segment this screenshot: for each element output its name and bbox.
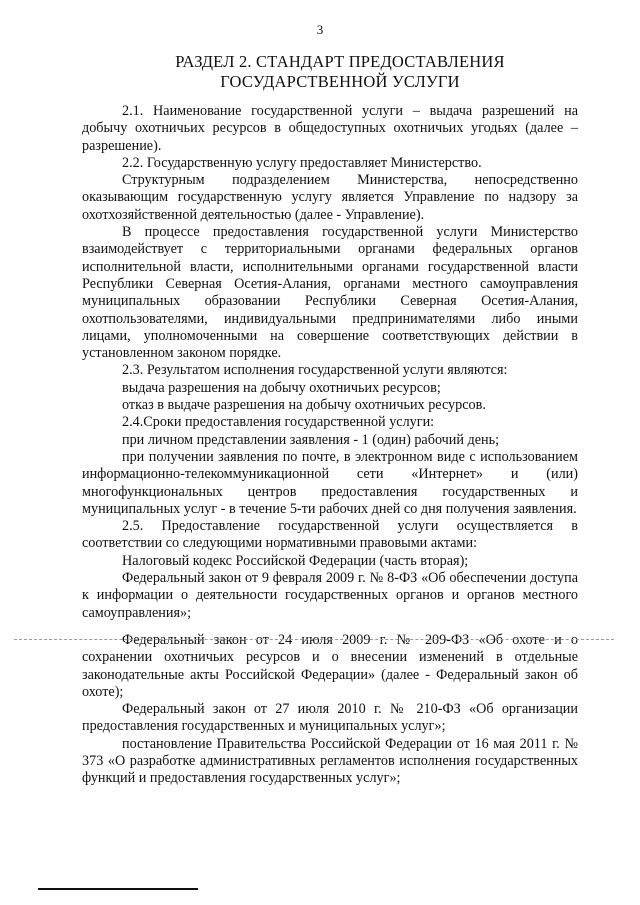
term-item-postal-electronic: при получении заявления по почте, в электронном виде с использованием информационно-телекоммуникационной сети «Интернет» и (или) многофункциональных центров предоставления государственных и муниципальных услуг - в течение 5-ти рабочих дней со дня получения заявления. [82, 448, 578, 517]
page-number: 3 [316, 22, 324, 37]
section-heading: РАЗДЕЛ 2. СТАНДАРТ ПРЕДОСТАВЛЕНИЯ ГОСУДАРСТВЕННОЙ УСЛУГИ [175, 52, 505, 91]
term-item-personal: при личном представлении заявления - 1 (один) рабочий день; [122, 431, 500, 448]
result-item-issue: выдача разрешения на добычу охотничьих ресурсов; [122, 379, 441, 396]
result-item-refusal: отказ в выдаче разрешения на добычу охотничьих ресурсов. [122, 397, 486, 414]
paragraph-2-4: 2.4.Сроки предоставления государственной услуги: [122, 414, 435, 431]
paragraph-2-5: 2.5. Предоставление государственной услуги осуществляется в соответствии со следующими нормативными правовыми актами: [82, 518, 578, 552]
paragraph-2-2: 2.2. Государственную услугу предоставляет Министерство. [122, 154, 482, 171]
scan-artifact-line [14, 639, 614, 640]
document-body [82, 103, 578, 788]
act-tax-code: Налоговый кодекс Российской Федерации (часть вторая); [122, 552, 469, 569]
act-law-209-fz: Федеральный закон от 24 июля 2009 г. № 209-ФЗ «Об охоте и о сохранении охотничьих ресурсов и о внесении изменений в отдельные законодательные акты Российской Федерации» (далее - Федеральный закон об охоте); [82, 631, 578, 700]
act-decree-373: постановление Правительства Российской Федерации от 16 мая 2011 г. № 373 «О разработке административных регламентов исполнения государственных функций и предоставления государственных услуг»; [82, 735, 578, 787]
act-law-210-fz: Федеральный закон от 27 июля 2010 г. № 210-ФЗ «Об организации предоставления государственных и муниципальных услуг»; [82, 701, 578, 735]
act-law-8-fz: Федеральный закон от 9 февраля 2009 г. № 8-ФЗ «Об обеспечении доступа к информации о деятельности государственных органов и органов местного самоуправления»; [82, 570, 578, 621]
paragraph-interaction: В процессе предоставления государственной услуги Министерство взаимодействует с территориальными органами федеральных органов исполнительной власти, исполнительными органами государственной власти Республики Северная Осетия-Алания, органами местного самоуправления муниципальных образовании Республики Северная Осетия-Алания, охотпользователями, индивидуальными предпринимателями либо иными лицами, уполномоченными на совершение соответствующих действии в установленном законом порядке. [82, 224, 578, 362]
footer-rule [38, 888, 198, 890]
paragraph-structural-unit: Структурным подразделением Министерства, непосредственно оказывающим государственную услугу является Управление по надзору за охотхозяйственной деятельностью (далее - Управление). [82, 172, 578, 223]
paragraph-2-3: 2.3. Результатом исполнения государственной услуги являются: [122, 362, 508, 379]
paragraph-2-1: 2.1. Наименование государственной услуги – выдача разрешений на добычу охотничьих ресурсов в общедоступных охотничьих угодьях (далее – разрешение). [82, 103, 578, 154]
